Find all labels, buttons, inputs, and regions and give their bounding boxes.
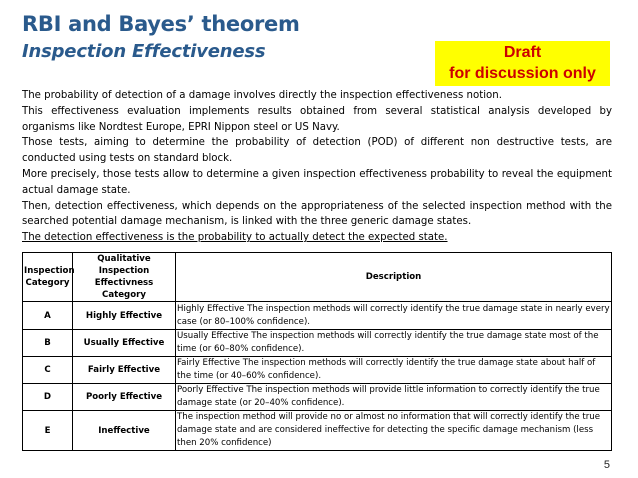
draft-label: Draft (503, 44, 542, 61)
cell-description: Highly Effective The inspection methods will correctly identify the true damage state in nearly every case (or 80–100% confidence). (176, 302, 612, 330)
cell-qualitative: Usually Effective (73, 330, 176, 357)
cell-description: Fairly Effective The inspection methods will correctly identify the true damage state about half of the time (or 40–60% confidence). (176, 357, 612, 384)
paragraph: This effectiveness evaluation implements results obtained from several statistical analysis developed by organisms like Nordtest Europe, EPRI Nippon steel or US Navy. (22, 105, 612, 133)
cell-description: Poorly Effective The inspection methods will provide little information to correctly identify the true damage state (or 20–40% confidence). (176, 384, 612, 411)
slide-subtitle: Inspection Effectiveness (22, 41, 266, 62)
paragraph: The probability of detection of a damage involves directly the inspection effectiveness notion. (22, 90, 502, 101)
table-row (23, 330, 612, 357)
cell-qualitative: Fairly Effective (73, 357, 176, 384)
cell-category: B (23, 330, 73, 357)
header-qualitative-category: Qualitative Inspection Effectivness Category (73, 253, 176, 302)
cell-category: C (23, 357, 73, 384)
slide-title: RBI and Bayes’ theorem (22, 12, 300, 36)
cell-description: Usually Effective The inspection methods will correctly identify the true damage state most of the time (or 60–80% confidence). (176, 330, 612, 357)
paragraph: More precisely, those tests allow to determine a given inspection effectiveness probability to reveal the equipment actual damage state. (22, 168, 612, 196)
draft-banner (435, 41, 610, 86)
cell-description: The inspection method will provide no or almost no information that will correctly identify the true damage state and are considered ineffective for detecting the specific damage mechanism (less then 20% confidence) (176, 411, 612, 451)
table-row (23, 411, 612, 451)
body-text (22, 88, 612, 246)
cell-category: E (23, 411, 73, 451)
header-inspection-category: Inspection Category (23, 253, 73, 302)
table-row (23, 302, 612, 330)
table-header-row (23, 253, 612, 302)
header-description: Description (176, 253, 612, 302)
table-row (23, 384, 612, 411)
paragraph: Then, detection effectiveness, which depends on the appropriateness of the selected inspection method with the searched potential damage mechanism, is linked with the three generic damage states. (22, 200, 612, 228)
page-number: 5 (603, 459, 610, 471)
table-row (23, 357, 612, 384)
cell-category: A (23, 302, 73, 330)
draft-note: for discussion only (449, 65, 596, 82)
cell-qualitative: Ineffective (73, 411, 176, 451)
cell-category: D (23, 384, 73, 411)
cell-qualitative: Highly Effective (73, 302, 176, 330)
effectiveness-table (22, 252, 612, 451)
paragraph-underlined: The detection effectiveness is the probability to actually detect the expected state. (22, 232, 448, 244)
cell-qualitative: Poorly Effective (73, 384, 176, 411)
paragraph: Those tests, aiming to determine the probability of detection (POD) of different non destructive tests, are conducted using tests on standard block. (22, 137, 612, 165)
